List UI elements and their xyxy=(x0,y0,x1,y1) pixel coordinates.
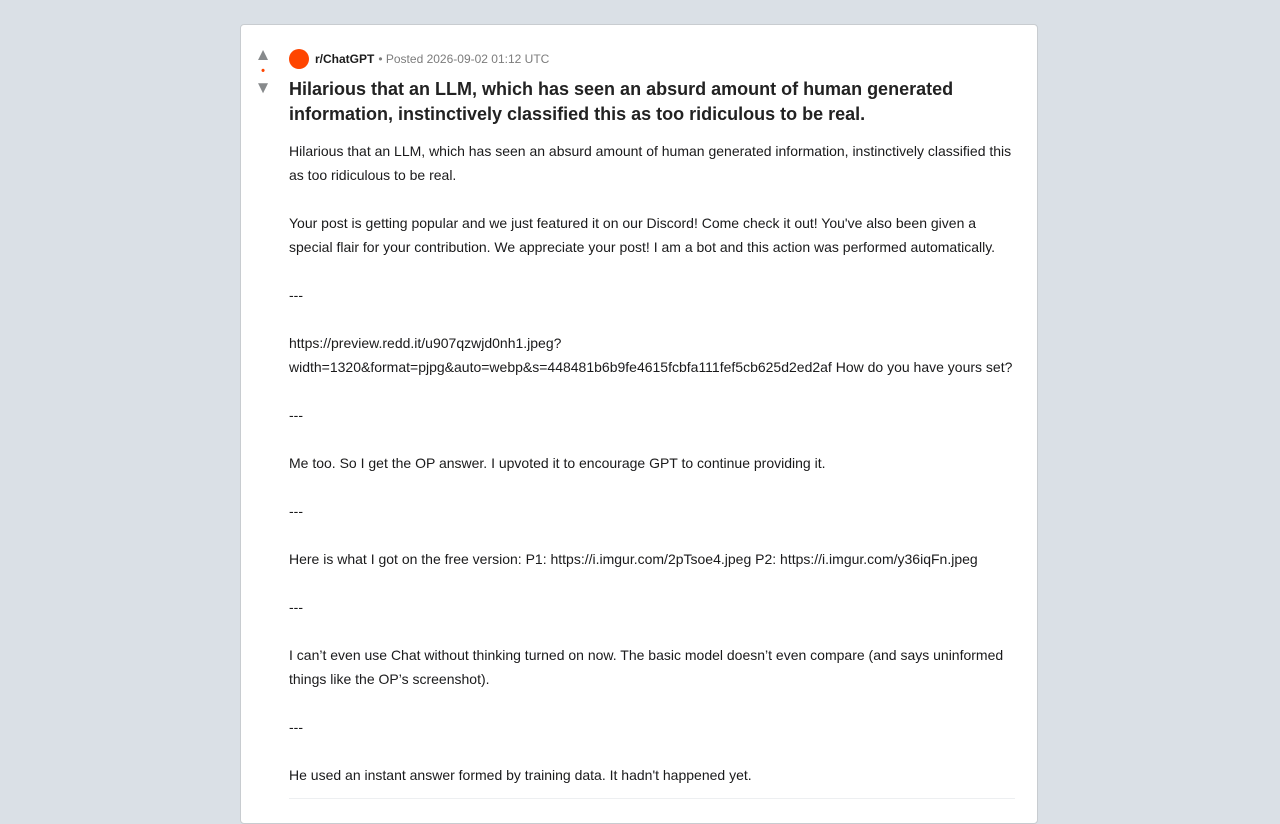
body-paragraph: Hilarious that an LLM, which has seen an absurd amount of human generated information, instinctively classified this as too ridiculous to be real. xyxy=(289,143,1012,183)
body-separator: --- xyxy=(289,503,303,519)
body-paragraph: He used an instant answer formed by training data. It hadn't happened yet. xyxy=(289,767,752,783)
post-title[interactable]: Hilarious that an LLM, which has seen an absurd amount of human generated information, instinctively classified this as too ridiculous to be real. xyxy=(289,79,954,124)
body-separator: --- xyxy=(289,599,303,615)
body-separator: --- xyxy=(289,287,303,303)
post-card xyxy=(240,24,1038,824)
vote-column xyxy=(241,45,285,98)
body-paragraph: https://preview.redd.it/u907qzwjd0nh1.jpeg?width=1320&format=pjpg&auto=webp&s=448481b6b9fe4615fcbfa111fef5cb625d2ed2af How do you have yours set? xyxy=(289,335,1013,375)
body-paragraph: Me too. So I get the OP answer. I upvoted it to encourage GPT to continue providing it. xyxy=(289,455,826,471)
subreddit-link[interactable]: r/ChatGPT xyxy=(315,52,375,66)
upvote-icon[interactable]: ▲ xyxy=(254,45,272,64)
post-content xyxy=(289,49,1015,811)
body-paragraph: Your post is getting popular and we just featured it on our Discord! Come check it out! You've also been given a special flair for your contribution. We appreciate your post! I am a bot and this action was performed automatically. xyxy=(289,215,996,255)
vote-score: • xyxy=(261,65,265,77)
post-meta xyxy=(289,49,1015,69)
body-separator: --- xyxy=(289,407,303,423)
post-timestamp: • Posted 2026-09-02 01:12 UTC xyxy=(378,52,550,66)
post-footer-divider xyxy=(289,798,1015,799)
downvote-icon[interactable]: ▼ xyxy=(254,78,272,97)
body-paragraph: I can’t even use Chat without thinking turned on now. The basic model doesn’t even compare (and says uninformed things like the OP’s screenshot). xyxy=(289,647,1004,687)
post-body xyxy=(289,139,1015,787)
body-paragraph: Here is what I got on the free version: P1: https://i.imgur.com/2pTsoe4.jpeg P2: https://i.imgur.com/y36iqFn.jpeg xyxy=(289,551,978,567)
subreddit-avatar-icon[interactable] xyxy=(289,49,309,69)
body-separator: --- xyxy=(289,719,303,735)
